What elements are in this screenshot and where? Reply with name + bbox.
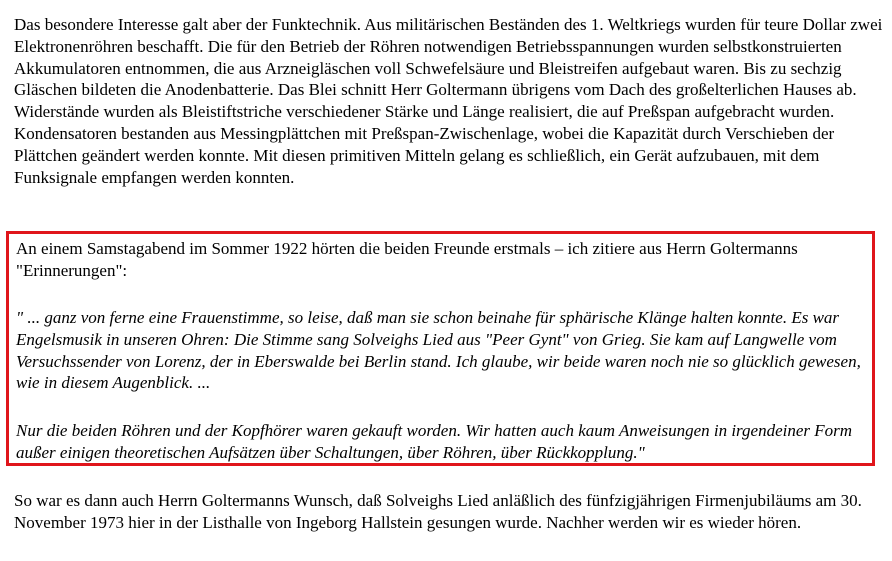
quote-paragraph-1: " ... ganz von ferne eine Frauenstimme, so leise, daß man sie schon beinahe für sphärische Klänge halten konnte. Es war Engelsmusik in unseren Ohren: Die Stimme sang Solveighs Lied aus "Peer Gynt" von Grieg. Sie kam auf Langwelle vom Versuchssender von Lorenz, der in Eberswalde bei Berlin stand. Ich glaube, wir beide waren noch nie so glücklich gewesen, wie in diesem Augenblick. ... <box>16 308 861 393</box>
quote-paragraph-2: Nur die beiden Röhren und der Kopfhörer waren gekauft worden. Wir hatten auch kaum Anweisungen in irgendeiner Form außer einigen theoretischen Aufsätzen über Schaltungen, über Röhren, über Rückkopplung." <box>16 421 853 462</box>
paragraph-firmenjubilaeum: So war es dann auch Herrn Goltermanns Wunsch, daß Solveighs Lied anläßlich des fünfzigjährigen Firmenjubiläums am 30. November 1973 hier in der Listhalle von Ingeborg Hallstein gesungen wurde. Nachher werden wir es wieder hören. <box>14 491 862 532</box>
highlighted-quote-box <box>6 231 875 466</box>
paragraph-funktechnik: Das besondere Interesse galt aber der Funktechnik. Aus militärischen Beständen des 1. Weltkriegs wurden für teure Dollar zwei Elektronenröhren beschafft. Die für den Betrieb der Röhren notwendigen Betriebsspannungen wurden selbstkonstruierten Akkumulatoren entnommen, die aus Arzneigläschen voll Schwefelsäure und Bleistreifen aufgebaut waren. Bis zu sechzig Gläschen bildeten die Anodenbatterie. Das Blei schnitt Herr Goltermann übrigens vom Dach des großelterlichen Hauses ab. Widerstände wurden als Bleistiftstriche verschiedener Stärke und Länge realisiert, die auf Preßspan aufgebracht wurden. Kondensatoren bestanden aus Messingplättchen mit Preßspan-Zwischenlage, wobei die Kapazität durch Verschieben der Plättchen geändert werden konnte. Mit diesen primitiven Mitteln gelang es schließlich, ein Gerät aufzubauen, mit dem Funksignale empfangen werden konnten. <box>14 15 883 187</box>
quote-intro-text: An einem Samstagabend im Sommer 1922 hörten die beiden Freunde erstmals – ich zitiere aus Herrn Goltermanns "Erinnerungen": <box>16 239 798 280</box>
